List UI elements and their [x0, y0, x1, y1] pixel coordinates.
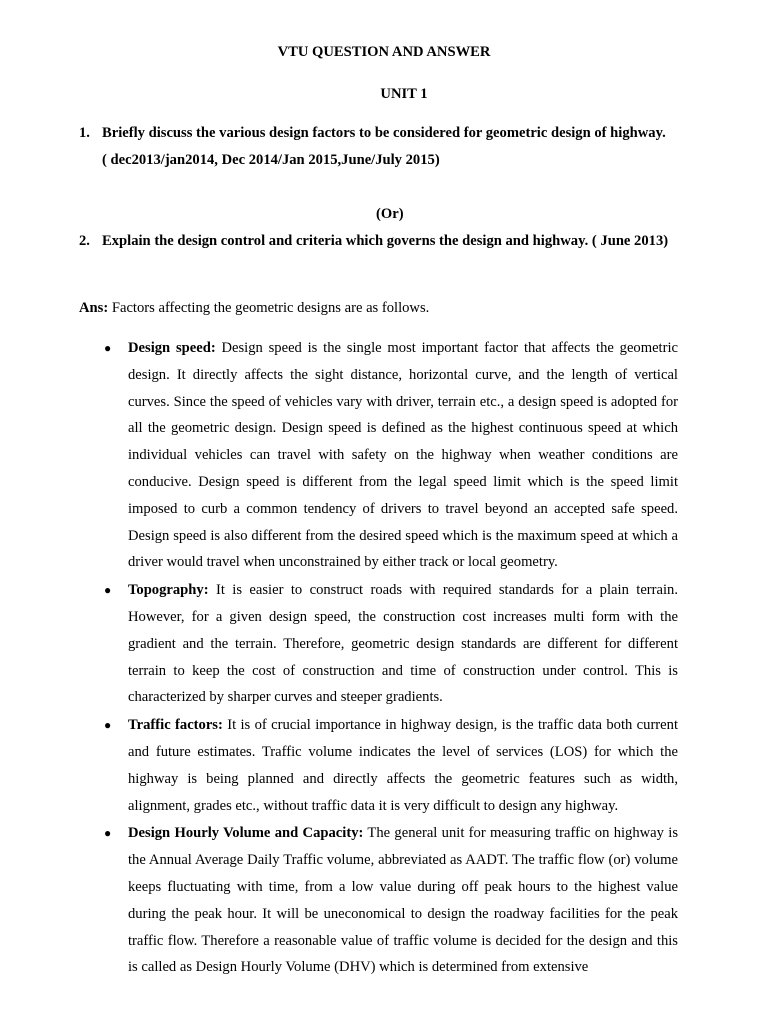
question-text: [79, 120, 678, 174]
factor-term: Design Hourly Volume and Capacity:: [128, 825, 364, 842]
bullet-icon: ●: [104, 826, 112, 841]
question-2: [79, 228, 678, 255]
bullet-icon: ●: [104, 341, 112, 355]
factor-text: It is easier to construct roads with required standards for a plain terrain. However, for a given design speed, the construction cost increases multi form with the gradient and the terrain. Therefore, geometric design standards are different for different terrain to keep the cost of construction and time of construction under control. This is characterized by sharper curves and steeper gradients.: [128, 582, 678, 706]
question-1-text: Briefly discuss the various design factors to be considered for geometric design of highway.: [102, 125, 666, 141]
list-item: [100, 577, 678, 711]
bullet-icon: ●: [104, 583, 112, 598]
question-number: 2.: [79, 233, 90, 249]
factor-text: It is of crucial importance in highway design, is the traffic data both current and future estimates. Traffic volume indicates the level of services (LOS) for which the highway is being planned and directly affects the geometric features such as width, alignment, grades etc., without traffic data it is very difficult to design any highway.: [128, 717, 678, 814]
answer-intro-text: Factors affecting the geometric designs are as follows.: [108, 300, 430, 316]
factor-term: Topography:: [128, 582, 209, 599]
factor-list: [100, 335, 678, 981]
factor-term: Design speed:: [128, 340, 216, 356]
list-item: [100, 712, 678, 819]
bullet-icon: ●: [104, 718, 112, 733]
list-item: [100, 335, 678, 576]
document-title-text: VTU QUESTION AND ANSWER: [277, 44, 491, 60]
document-title: [0, 44, 768, 61]
factor-term: Traffic factors:: [128, 717, 223, 734]
or-label: (Or): [376, 206, 404, 222]
question-number: 1.: [79, 125, 90, 141]
unit-heading: [0, 86, 768, 103]
factor-text: Design speed is the single most important factor that affects the geometric design. It directly affects the sight distance, horizontal curve, and the length of vertical curves. Since the speed of vehicles vary with driver, terrain etc., a design speed is adopted for all the geometric design. Design speed is defined as the highest continuous speed at which individual vehicles can travel with safety on the highway when weather conditions are conducive. Design speed is different from the legal speed limit which is the speed limit imposed to curb a common tendency of drivers to travel beyond an accepted safe speed. Design speed is also different from the desired speed which is the maximum speed at which a driver would travel when unconstrained by either track or local geometry.: [128, 340, 678, 571]
question-reference: ( dec2013/jan2014, Dec 2014/Jan 2015,June/July 2015): [102, 152, 440, 168]
question-1: [79, 120, 678, 174]
answer-label: Ans:: [79, 300, 109, 316]
list-item: [100, 820, 678, 981]
factor-text: The general unit for measuring traffic on highway is the Annual Average Daily Traffic volume, abbreviated as AADT. The traffic flow (or) volume keeps fluctuating with time, from a low value during off peak hours to the highest value during the peak hour. It will be uneconomical to design the roadway facilities for the peak traffic flow. Therefore a reasonable value of traffic volume is decided for the design and this is called as Design Hourly Volume (DHV) which is determined from extensive: [128, 825, 679, 976]
answer-intro: [79, 295, 678, 322]
unit-heading-text: UNIT 1: [380, 86, 428, 102]
question-2-text: Explain the design control and criteria which governs the design and highway. ( June 2013): [102, 233, 669, 249]
question-text: [79, 228, 678, 255]
